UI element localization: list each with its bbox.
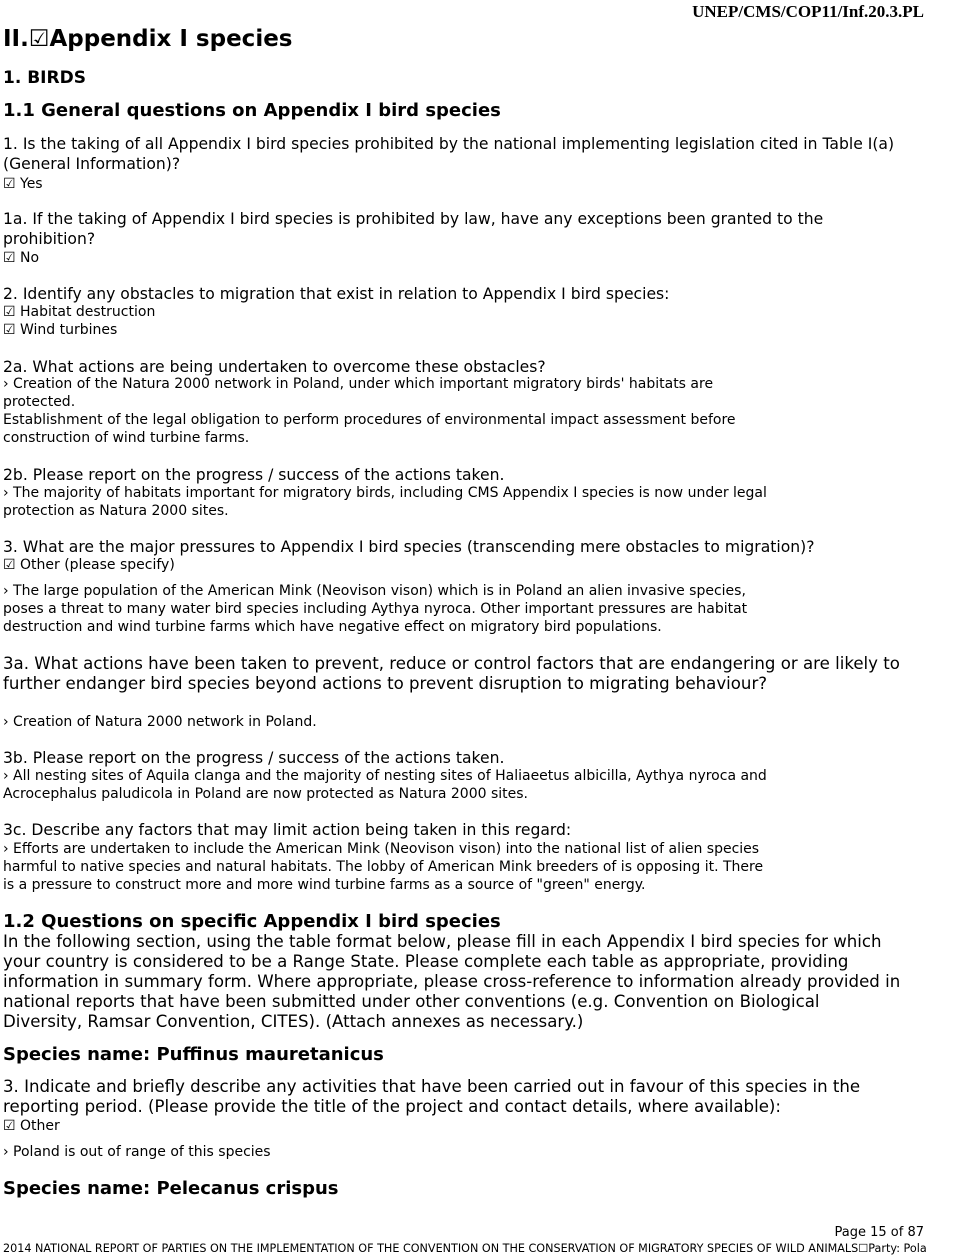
question-1: 1. Is the taking of all Appendix I bird species prohibited by the national implementing legislation cited in Table I(a) (General Information)? <box>3 135 895 173</box>
question-3-answer-line: › The large population of the American Mink (Neovison vison) which is in Poland an alien invasive species, <box>3 583 746 599</box>
document-reference: UNEP/CMS/COP11/Inf.20.3.PL <box>692 2 924 21</box>
section-1-2-heading: 1.2 Questions on specific Appendix I bird species <box>3 911 501 932</box>
question-3: 3. What are the major pressures to Appendix I bird species (transcending mere obstacles to migration)? <box>3 538 815 556</box>
question-3c-answer-line: is a pressure to construct more and more wind turbine farms as a source of "green" energy. <box>3 877 646 893</box>
question-3-answer-line: poses a threat to many water bird species including Aythya nyroca. Other important pressures are habitat <box>3 601 748 617</box>
species-name-heading: Species name: Puffinus mauretanicus <box>3 1044 384 1065</box>
subsubsection-heading: 1.1 General questions on Appendix I bird species <box>3 100 501 121</box>
answer-paragraph: Establishment of the legal obligation to perform procedures of environmental impact assessment before construction of wind turbine farms. <box>3 412 736 446</box>
question-2: 2. Identify any obstacles to migration that exist in relation to Appendix I bird species: <box>3 285 670 303</box>
question-3-answer-line: destruction and wind turbine farms which have negative effect on migratory bird populations. <box>3 619 662 635</box>
question-3c-answer-line: harmful to native species and natural habitats. The lobby of American Mink breeders of is opposing it. There <box>3 859 764 875</box>
question-3a: 3a. What actions have been taken to prevent, reduce or control factors that are endangering or are likely to further endanger bird species beyond actions to prevent disruption to migrating behaviour? <box>3 654 900 693</box>
question-3a-answer: › Creation of Natura 2000 network in Poland. <box>3 714 317 730</box>
species-1-answer: › Poland is out of range of this species <box>3 1144 271 1160</box>
question-2a-answer <box>3 375 773 447</box>
question-2-answer-habitat: ☑ Habitat destruction <box>3 304 156 320</box>
question-2b-answer: › The majority of habitats important for migratory birds, including CMS Appendix I species is now under legal protection as Natura 2000 sites. <box>3 485 767 519</box>
question-2a: 2a. What actions are being undertaken to overcome these obstacles? <box>3 358 546 376</box>
species-1-question-3: 3. Indicate and briefly describe any activities that have been carried out in favour of this species in the reporting period. (Please provide the title of the project and contact details, where available): <box>3 1077 861 1116</box>
question-1-answer: ☑ Yes <box>3 176 43 192</box>
question-2b: 2b. Please report on the progress / success of the actions taken. <box>3 466 505 484</box>
question-3-checkbox: ☑ Other (please specify) <box>3 557 175 573</box>
answer-paragraph: › Creation of the Natura 2000 network in Poland, under which important migratory birds' habitats are protected. <box>3 376 714 410</box>
question-1a: 1a. If the taking of Appendix I bird species is prohibited by law, have any exceptions been granted to the prohibition? <box>3 210 824 248</box>
question-3b: 3b. Please report on the progress / success of the actions taken. <box>3 749 505 767</box>
question-1a-answer: ☑ No <box>3 250 40 266</box>
section-title: II.☑Appendix I species <box>3 26 293 52</box>
subsection-heading: 1. BIRDS <box>3 68 86 88</box>
section-1-2-intro: In the following section, using the table format below, please fill in each Appendix I bird species for which your country is considered to be a Range State. Please complete each table as appropriate, providing information in summary form. Where appropriate, please cross-reference to information already provided in national reports that have been submitted under other conventions (e.g. Convention on Biological Diversity, Ramsar Convention, CITES). (Attach annexes as necessary.) <box>3 932 901 1031</box>
question-2-answer-wind: ☑ Wind turbines <box>3 322 118 338</box>
species-1-checkbox: ☑ Other <box>3 1118 60 1134</box>
footer-report-title: 2014 NATIONAL REPORT OF PARTIES ON THE IMPLEMENTATION OF THE CONVENTION ON THE CONSERVATION OF MIGRATORY SPECIES OF WILD ANIMALS☐Party: Pola <box>3 1242 927 1255</box>
question-3c: 3c. Describe any factors that may limit action being taken in this regard: <box>3 821 572 839</box>
question-3b-answer: › All nesting sites of Aquila clanga and the majority of nesting sites of Haliaeetus albicilla, Aythya nyroca and Acrocephalus paludicola in Poland are now protected as Natura 2000 sites. <box>3 768 767 802</box>
question-3c-answer-line: › Efforts are undertaken to include the American Mink (Neovison vison) into the national list of alien species <box>3 841 760 857</box>
page-number: Page 15 of 87 <box>834 1225 924 1240</box>
species-name-heading: Species name: Pelecanus crispus <box>3 1178 339 1199</box>
